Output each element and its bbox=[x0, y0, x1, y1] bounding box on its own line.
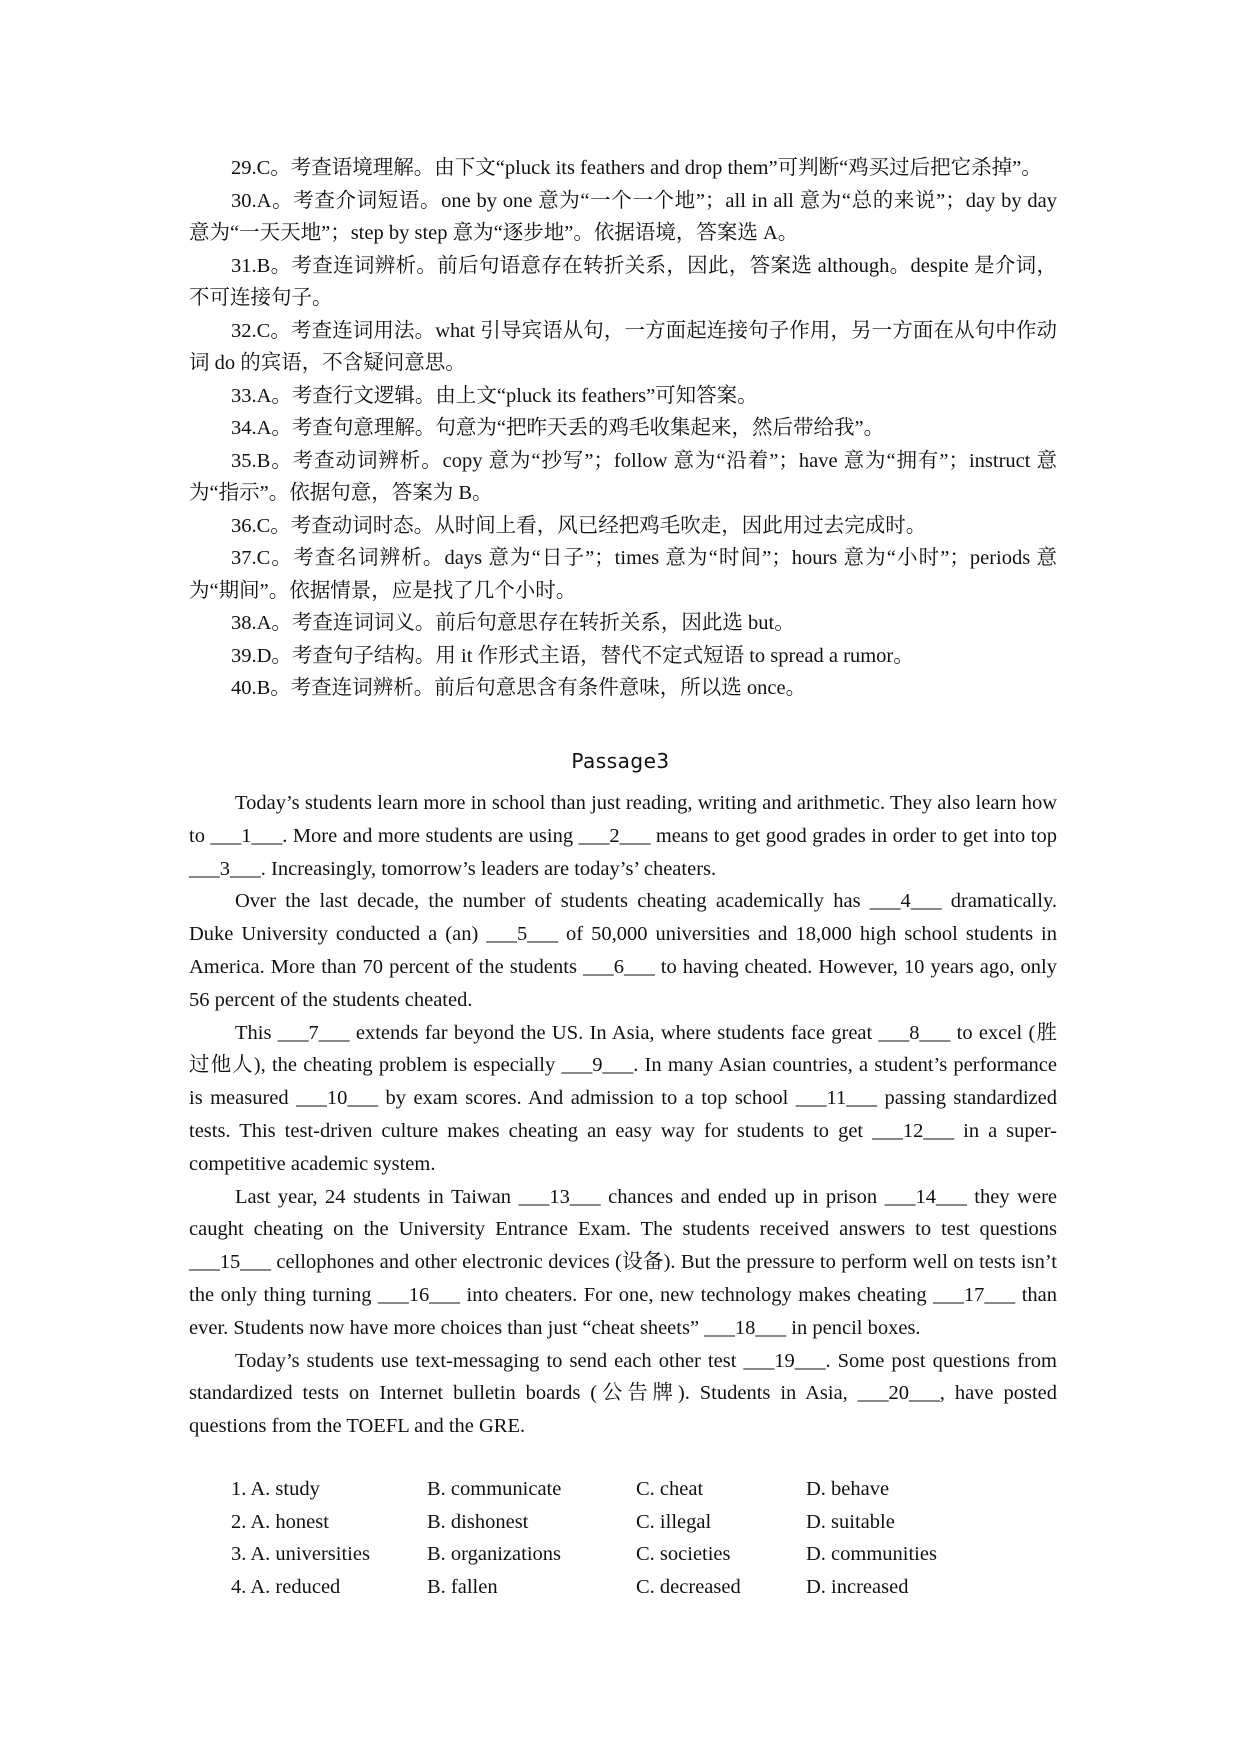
answer-item: 34.A。考查句意理解。句意为“把昨天丢的鸡毛收集起来，然后带给我”。 bbox=[231, 417, 885, 439]
passage-paragraph: Today’s students learn more in school than just reading, writing and arithmetic. They also learn how to ___1___. More and more students are using ___2___ means to get good grades in order to get into top ___3___. Increasingly, tomorrow’s leaders are today’s’ cheaters. bbox=[189, 792, 1057, 880]
option-d: D. behave bbox=[806, 1478, 890, 1500]
option-row bbox=[231, 1571, 1031, 1604]
option-a: 3. A. universities bbox=[231, 1543, 370, 1565]
option-b: B. fallen bbox=[427, 1575, 498, 1598]
answer-item: 36.C。考查动词时态。从时间上看，风已经把鸡毛吹走，因此用过去完成时。 bbox=[231, 514, 927, 537]
answer-item: 29.C。考查语境理解。由下文“pluck its feathers and drop them”可判断“鸡买过后把它杀掉”。 bbox=[231, 157, 1042, 179]
option-d: D. communities bbox=[806, 1543, 937, 1565]
answer-options bbox=[231, 1473, 1031, 1603]
answer-item: 33.A。考查行文逻辑。由上文“pluck its feathers”可知答案。 bbox=[231, 384, 758, 407]
option-a: 4. A. reduced bbox=[231, 1575, 341, 1598]
passage-paragraph: Last year, 24 students in Taiwan ___13___ chances and ended up in prison ___14___ they were caught cheating on the University Entrance Exam. The students received answers to test questions ___15___ cellophones and other electronic devices (设备). But the pressure to perform well on tests isn’t the only thing turning ___16___ into cheaters. For one, new technology makes cheating ___17___ than ever. Students now have more choices than just “cheat sheets” ___18___ in pencil boxes. bbox=[189, 1185, 1057, 1339]
option-b: B. organizations bbox=[427, 1543, 561, 1565]
passage-body bbox=[189, 787, 1057, 1443]
passage-paragraph: Over the last decade, the number of students cheating academically has ___4___ dramatically. Duke University conducted a (an) ___5___ of 50,000 universities and 18,000 high school students in America. More than 70 percent of the students ___6___ to having cheated. However, 10 years ago, only 56 percent of the students cheated. bbox=[189, 890, 1057, 1011]
answer-item: 35.B。考查动词辨析。copy 意为“抄写”；follow 意为“沿着”；have 意为“拥有”；instruct 意为“指示”。依据句意，答案为 B。 bbox=[189, 449, 1057, 504]
option-b: B. communicate bbox=[427, 1478, 562, 1500]
option-c: C. illegal bbox=[636, 1510, 712, 1533]
option-row bbox=[231, 1538, 1031, 1571]
option-a: 2. A. honest bbox=[231, 1510, 329, 1533]
answer-item: 30.A。考查介词短语。one by one 意为“一个一个地”；all in all 意为“总的来说”；day by day 意为“一天天地”；step by step 意为“逐步地”。依据语境，答案选 A。 bbox=[189, 189, 1057, 244]
answer-item: 39.D。考查句子结构。用 it 作形式主语，替代不定式短语 to spread a rumor。 bbox=[231, 644, 914, 667]
option-c: C. decreased bbox=[636, 1575, 741, 1598]
option-c: C. cheat bbox=[636, 1478, 704, 1500]
answer-item: 38.A。考查连词词义。前后句意思存在转折关系，因此选 but。 bbox=[231, 612, 795, 634]
option-d: D. increased bbox=[806, 1575, 909, 1598]
answer-item: 40.B。考查连词辨析。前后句意思含有条件意味，所以选 once。 bbox=[231, 677, 807, 699]
option-b: B. dishonest bbox=[427, 1510, 529, 1533]
option-row bbox=[231, 1506, 1031, 1539]
option-d: D. suitable bbox=[806, 1510, 895, 1533]
answer-item: 32.C。考查连词用法。what 引导宾语从句，一方面起连接句子作用，另一方面在从句中作动词 do 的宾语，不含疑问意思。 bbox=[189, 319, 1057, 374]
answer-item: 37.C。考查名词辨析。days 意为“日子”；times 意为“时间”；hours 意为“小时”；periods 意为“期间”。依据情景，应是找了几个小时。 bbox=[189, 547, 1057, 602]
option-c: C. societies bbox=[636, 1543, 731, 1565]
passage-paragraph: This ___7___ extends far beyond the US. In Asia, where students face great ___8___ to excel (胜过他人), the cheating problem is especially ___9___. In many Asian countries, a student’s performance is measured ___10___ by exam scores. And admission to a top school ___11___ passing standardized tests. This test-driven culture makes cheating an easy way for students to get ___12___ in a super-competitive academic system. bbox=[189, 1021, 1057, 1175]
answer-item: 31.B。考查连词辨析。前后句语意存在转折关系，因此，答案选 although。despite 是介词，不可连接句子。 bbox=[189, 254, 1057, 309]
option-a: 1. A. study bbox=[231, 1478, 320, 1500]
passage-paragraph: Today’s students use text-messaging to send each other test ___19___. Some post questions from standardized tests on Internet bulletin boards (公告牌). Students in Asia, ___20___, have posted questions from the TOEFL and the GRE. bbox=[189, 1349, 1057, 1438]
option-row bbox=[231, 1473, 1031, 1506]
passage-title: Passage3 bbox=[571, 749, 670, 773]
answer-explanations bbox=[189, 152, 1057, 705]
